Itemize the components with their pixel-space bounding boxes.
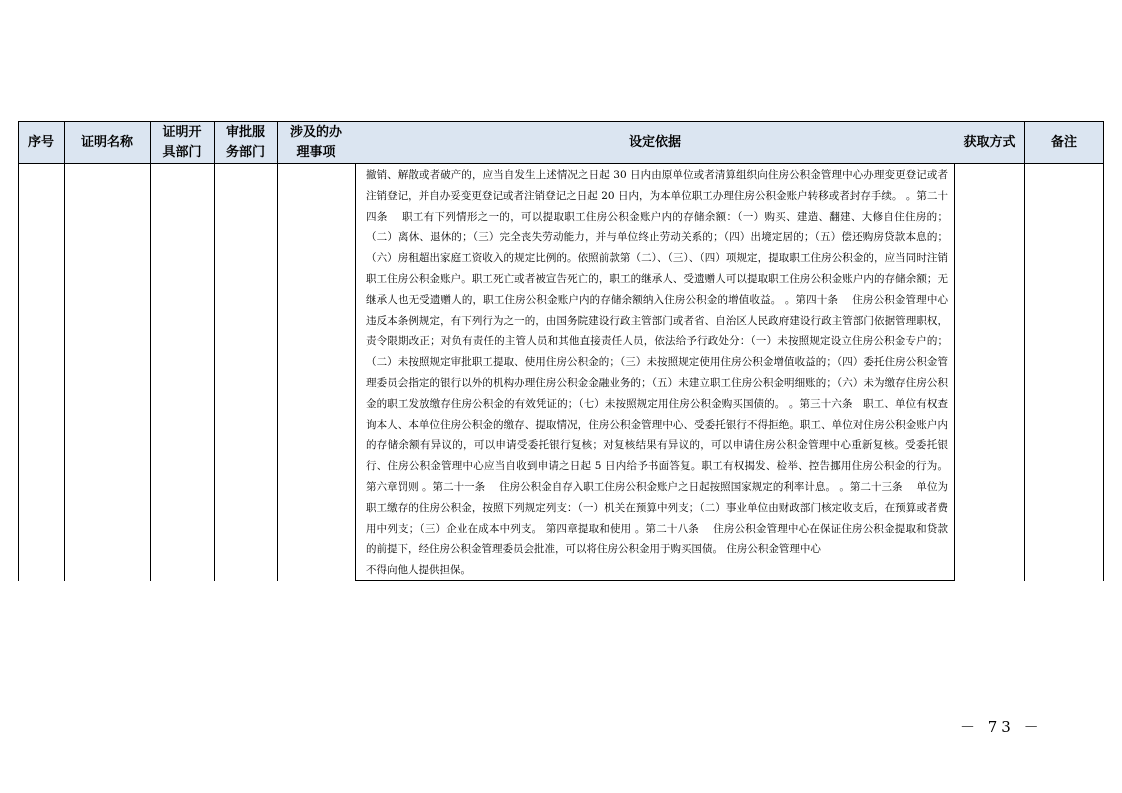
- header-issuing-department-line-1: 证明开: [162, 124, 202, 140]
- header-related-matters-line-2: 理事项: [296, 144, 336, 160]
- legal-basis-text-block: [366, 165, 948, 581]
- header-approval-department: [214, 121, 277, 164]
- header-issuing-department-line-2: 具部门: [162, 144, 202, 160]
- header-acquisition-method-label: 获取方式: [963, 134, 1016, 150]
- header-certificate-name: [64, 121, 150, 164]
- table-right-border: [1103, 164, 1104, 581]
- header-serial-number: [18, 121, 64, 164]
- legal-basis-cell: [355, 164, 955, 581]
- page-number: － 73 －: [960, 718, 1043, 736]
- legal-basis-text: 撤销、解散或者破产的，应当自发生上述情况之日起 30 日内由原单位或者清算组织向住房公积金管理中心办理变更登记或者注销登记，并自办妥变更登记或者注销登记之日起 20 日内，为本单位职工办理住房公积金账户转移或者封存手续。 。第二十四条 职工有下列情形之一的，可以提取职工住房公积金账户内的存储余额：（一）购买、建造、翻建、大修自住住房的；（二）离休、退休的；（三）完全丧失劳动能力，并与单位终止劳动关系的；（四）出境定居的；（五）偿还购房贷款本息的；（六）房租超出家庭工资收入的规定比例的。依照前款第（二）、（三）、（四）项规定，提取职工住房公积金的，应当同时注销职工住房公积金账户。职工死亡或者被宣告死亡的，职工的继承人、受遗赠人可以提取职工住房公积金账户内的存储余额；无继承人也无受遗赠人的，职工住房公积金账户内的存储余额纳入住房公积金的增值收益。 。第四十条 住房公积金管理中心违反本条例规定，有下列行为之一的，由国务院建设行政主管部门或者省、自治区人民政府建设行政主管部门依据管理职权，责令限期改正；对负有责任的主管人员和其他直接责任人员，依法给予行政处分：（一）未按照规定设立住房公积金专户的；（二）未按照规定审批职工提取、使用住房公积金的；（三）未按照规定使用住房公积金增值收益的；（四）委托住房公积金管理委员会指定的银行以外的机构办理住房公积金金融业务的；（五）未建立职工住房公积金明细账的；（六）未为缴存住房公积金的职工发放缴存住房公积金的有效凭证的；（七）未按照规定用住房公积金购买国债的。 。第三十六条 职工、单位有权查询本人、本单位住房公积金的缴存、提取情况，住房公积金管理中心、受委托银行不得拒绝。职工、单位对住房公积金账户内的存储余额有异议的，可以申请受委托银行复核；对复核结果有异议的，可以申请住房公积金管理中心重新复核。受委托银行、住房公积金管理中心应当自收到申请之日起 5 日内给予书面答复。职工有权揭发、检举、控告挪用住房公积金的行为。 第六章罚则 。第二十一条 住房公积金自存入职工住房公积金账户之日起按照国家规定的利率计息。 。第二十三条 单位为职工缴存的住房公积金，按照下列规定列支：（一）机关在预算中列支；（二）事业单位由财政部门核定收支后，在预算或者费用中列支；（三）企业在成本中列支。 第四章提取和使用 。第二十八条 住房公积金管理中心在保证住房公积金提取和贷款的前提下，经住房公积金管理委员会批准，可以将住房公积金用于购买国债。 住房公积金管理中心: [366, 169, 948, 556]
- header-legal-basis: [355, 121, 955, 164]
- header-approval-department-line-1: 审批服: [225, 124, 265, 140]
- header-certificate-name-label: 证明名称: [80, 134, 133, 150]
- header-acquisition-method: [955, 121, 1024, 164]
- header-remarks: [1024, 121, 1104, 164]
- header-approval-department-line-2: 务部门: [225, 144, 265, 160]
- header-remarks-label: 备注: [1050, 134, 1077, 150]
- header-legal-basis-label: 设定依据: [628, 134, 681, 150]
- header-issuing-department: [150, 121, 214, 164]
- certificate-table: [18, 121, 1104, 581]
- legal-basis-last-line: 不得向他人提供担保。: [366, 564, 471, 577]
- header-related-matters-line-1: 涉及的办: [289, 124, 342, 140]
- header-serial-number-label: 序号: [27, 134, 54, 150]
- table-left-border: [18, 164, 19, 581]
- header-related-matters: [277, 121, 355, 164]
